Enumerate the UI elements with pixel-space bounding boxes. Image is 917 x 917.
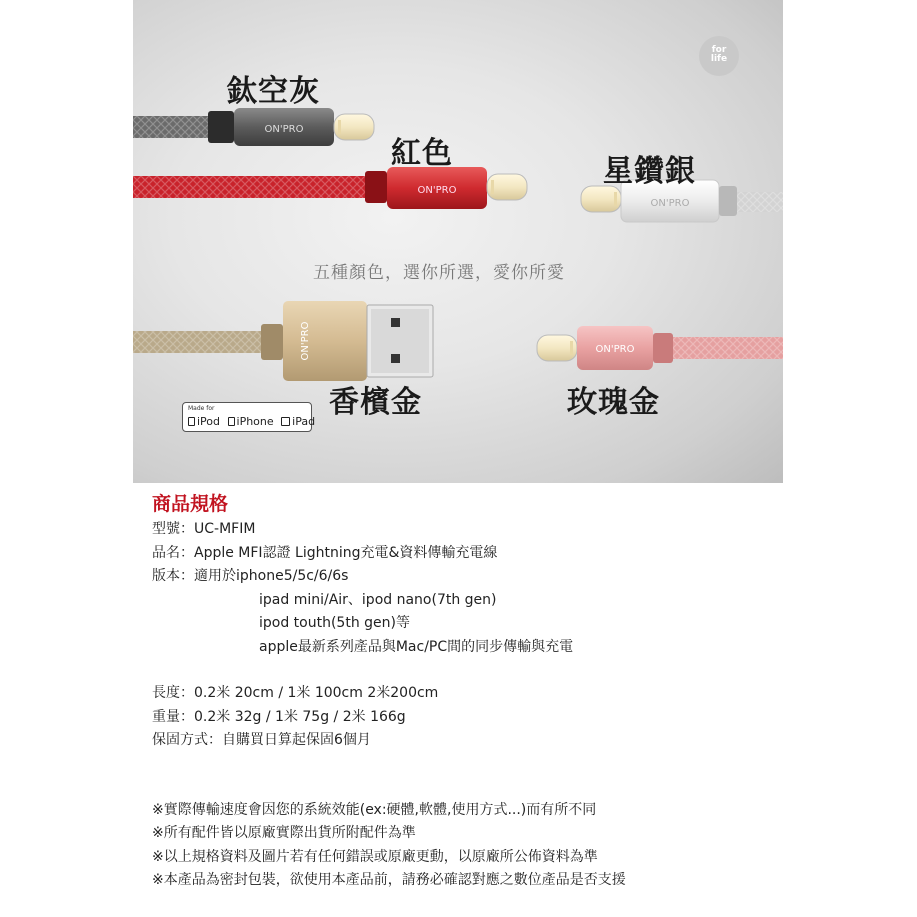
spec-model: 型號：UC-MFIM	[152, 521, 256, 537]
spec-section	[152, 490, 792, 893]
spec-name: 品名：Apple MFI認證 Lightning充電&資料傳輸充電線	[152, 544, 498, 561]
mfi-device-iphone: iPhone	[236, 415, 274, 428]
badge-line-1: for	[711, 45, 727, 55]
rose-gold-cable	[537, 326, 783, 370]
spec-note: ※所有配件皆以原廠實際出貨所附配件為準	[152, 825, 416, 841]
gray-cable	[133, 108, 374, 146]
gray-brand-text: ON'PRO	[264, 124, 304, 135]
spec-length: 長度：0.2米 20cm / 1米 100cm 2米200cm	[152, 685, 439, 701]
label-rose-gold: 玫瑰金	[567, 385, 660, 420]
label-champagne-gold: 香檳金	[329, 385, 422, 420]
spec-weight: 重量：0.2米 32g / 1米 75g / 2米 166g	[152, 708, 406, 725]
badge-line-2: life	[710, 54, 728, 64]
product-hero-image	[133, 0, 783, 483]
mfi-badge	[182, 402, 316, 432]
spec-warranty: 保固方式：自購買日算起保固6個月	[152, 732, 371, 748]
gold-brand-text: ON'PRO	[300, 321, 311, 361]
red-brand-text: ON'PRO	[417, 185, 457, 196]
label-star-silver: 星鑽銀	[603, 154, 696, 189]
mfi-device-ipad: iPad	[292, 415, 316, 428]
label-red: 紅色	[391, 136, 453, 171]
iphone-icon	[228, 417, 235, 426]
ipod-icon	[188, 417, 195, 426]
spec-title: 商品規格	[152, 493, 229, 515]
mfi-device-ipod: iPod	[197, 415, 221, 428]
spec-version-line: apple最新系列產品與Mac/PC間的同步傳輸與充電	[259, 638, 574, 655]
spec-note: ※實際傳輸速度會因您的系統效能(ex:硬體,軟體,使用方式...)而有所不同	[152, 801, 597, 818]
ipad-icon	[281, 417, 290, 426]
label-titanium-gray: 鈦空灰	[227, 74, 320, 109]
spec-note: ※以上規格資料及圖片若有任何錯誤或原廠更動，以原廠所公佈資料為準	[152, 848, 598, 865]
spec-version: 版本：適用於iphone5/5c/6/6s	[152, 568, 349, 584]
gold-cable	[133, 301, 433, 381]
spec-note: ※本產品為密封包裝，欲使用本產品前，請務必確認對應之數位產品是否支援	[152, 872, 626, 888]
silver-brand-text: ON'PRO	[650, 198, 690, 209]
spec-version-line: ipad mini/Air、ipod nano(7th gen)	[259, 591, 497, 608]
rose-brand-text: ON'PRO	[595, 344, 635, 355]
tagline: 五種顏色，選你所選，愛你所愛	[313, 263, 565, 283]
mfi-made-for: Made for	[188, 405, 215, 412]
red-cable	[133, 167, 527, 209]
for-life-badge	[699, 36, 739, 76]
spec-version-line: ipod touth(5th gen)等	[259, 615, 410, 631]
mfi-devices	[188, 415, 315, 428]
